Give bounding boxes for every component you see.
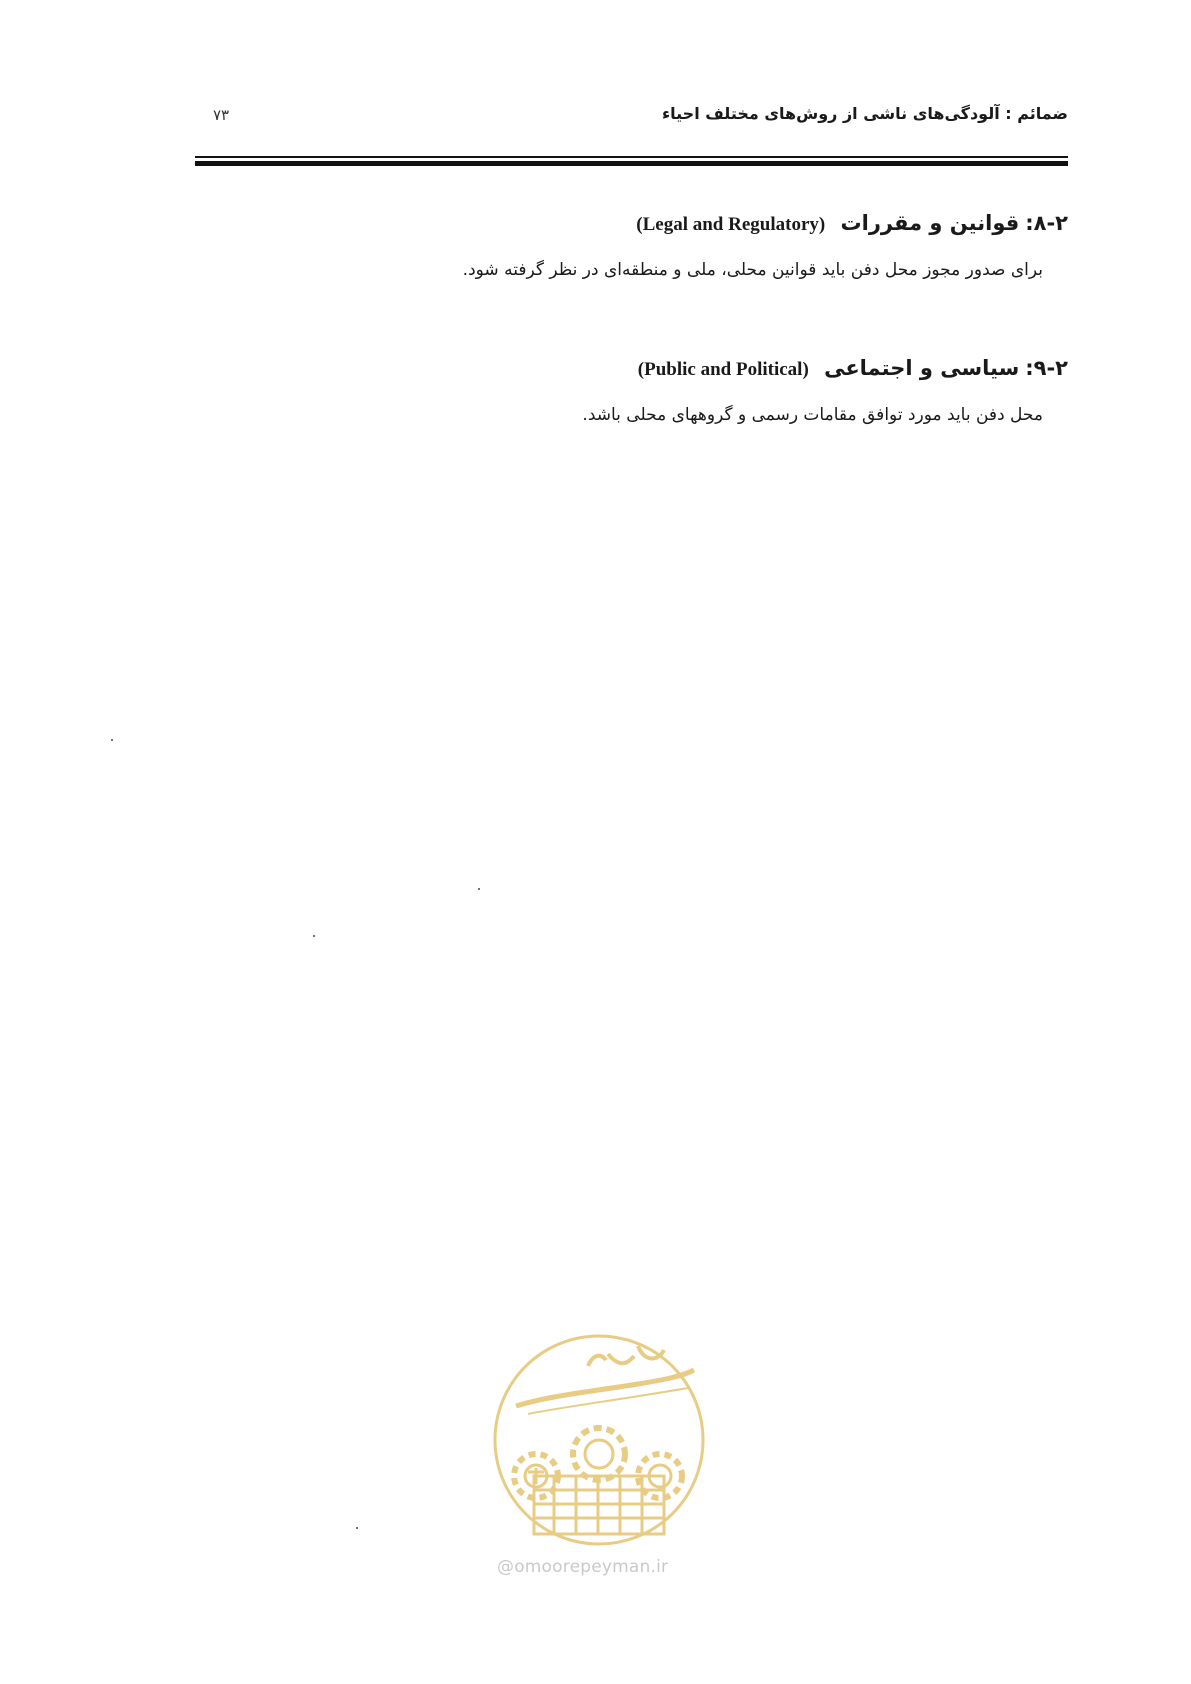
watermark-logo: [488, 1326, 710, 1554]
section-body: برای صدور مجوز محل دفن باید قوانین محلی، ملی و منطقه‌ای در نظر گرفته شود.: [462, 260, 1043, 280]
section-body: محل دفن باید مورد توافق مقامات رسمی و گروههای محلی باشد.: [582, 405, 1043, 425]
section-heading: [308, 206, 1068, 242]
running-header: [195, 104, 1068, 134]
running-title: ضمائم : آلودگی‌های ناشی از روش‌های مختلف احیاء: [661, 104, 1068, 123]
section-number: ۹-۲:: [1025, 356, 1068, 380]
section-title: سیاسی و اجتماعی: [824, 356, 1020, 380]
seal-emblem-icon: [488, 1326, 710, 1554]
section-political: [308, 351, 1068, 431]
scan-speck: [478, 888, 480, 890]
header-rule-thick: [195, 161, 1068, 166]
section-heading: [308, 351, 1068, 387]
scan-speck: [111, 739, 113, 741]
scan-speck: [356, 1527, 358, 1529]
section-title-english: (Legal and Regulatory): [636, 214, 826, 235]
header-rule-thin: [195, 156, 1068, 158]
watermark-caption: @omoorepeyman.ir: [497, 1557, 669, 1577]
section-legal: [308, 206, 1068, 286]
section-title-english: (Public and Political): [637, 359, 809, 380]
section-number: ۸-۲:: [1025, 211, 1068, 235]
section-title: قوانین و مقررات: [840, 211, 1020, 235]
page-number: ۷۳: [213, 106, 230, 124]
scan-speck: [313, 935, 315, 937]
